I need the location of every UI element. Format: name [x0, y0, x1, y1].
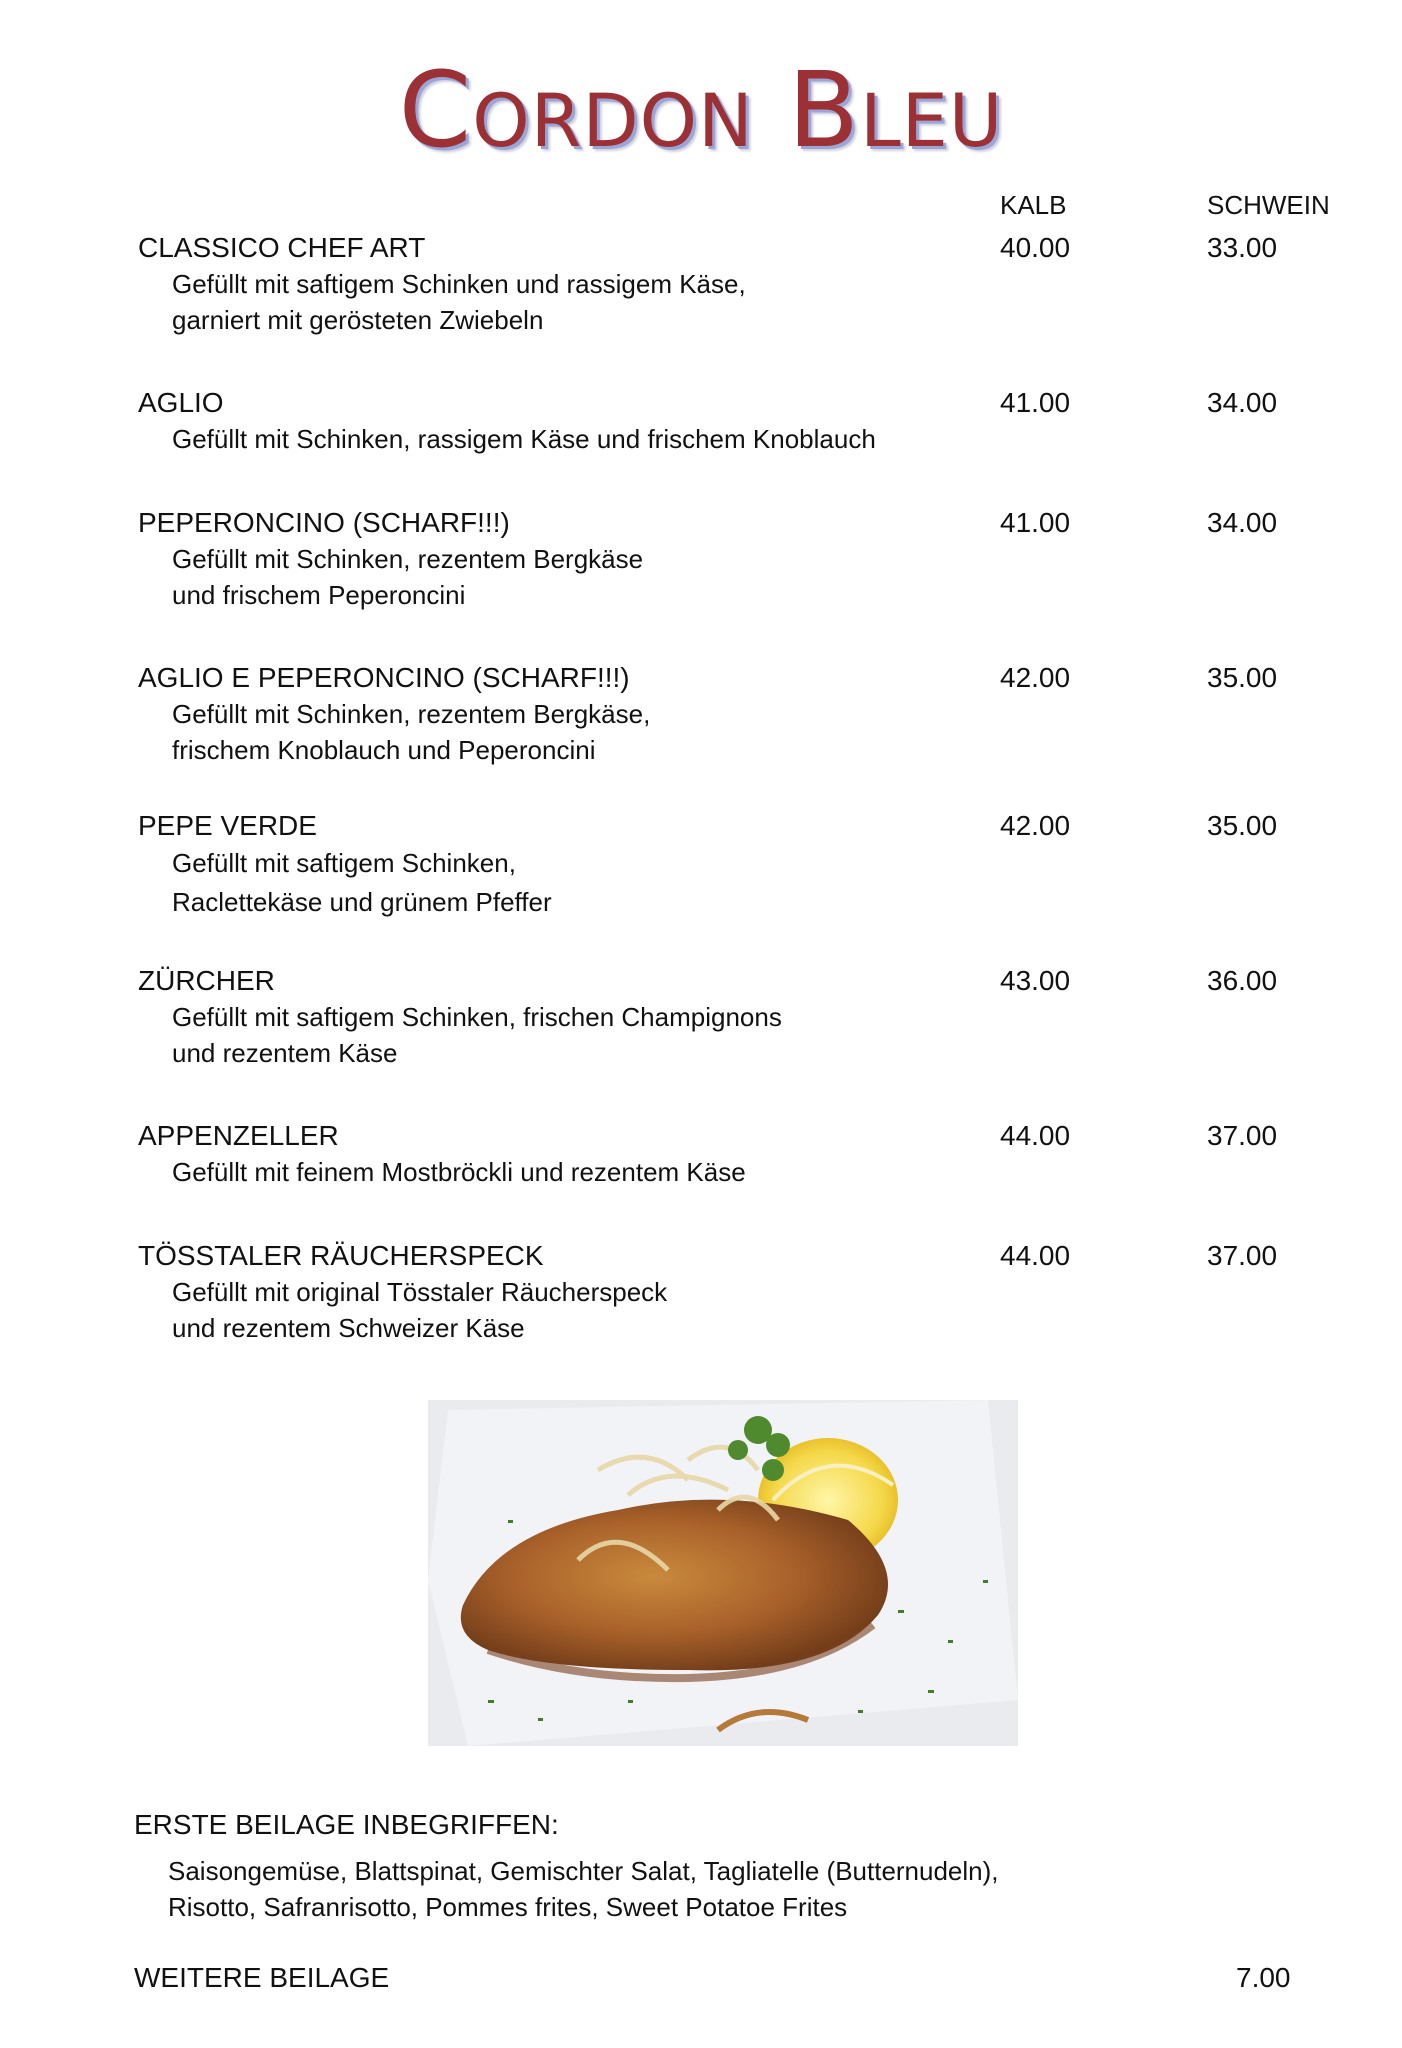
column-header-kalb: KALB: [1000, 190, 1067, 220]
price-kalb: 40.00: [1000, 232, 1071, 263]
extra-side-label: WEITERE BEILAGE: [134, 1962, 390, 1993]
column-header-schwein: SCHWEIN: [1207, 190, 1330, 220]
price-kalb: 41.00: [1000, 507, 1071, 538]
item-name: AGLIO E PEPERONCINO (SCHARF!!!): [138, 662, 630, 693]
price-schwein: 37.00: [1207, 1120, 1278, 1151]
item-name: CLASSICO CHEF ART: [138, 232, 426, 263]
menu-item-zuercher: [138, 963, 1338, 1071]
price-schwein: 34.00: [1207, 507, 1278, 538]
item-description: Gefüllt mit saftigem Schinken, frischen Champignons und rezentem Käse: [172, 1002, 782, 1068]
price-kalb: 42.00: [1000, 810, 1071, 841]
price-kalb: 42.00: [1000, 662, 1071, 693]
menu-title: Cordon Bleu: [398, 49, 1004, 171]
item-description: Gefüllt mit original Tösstaler Räucherspeck und rezentem Schweizer Käse: [172, 1277, 668, 1343]
price-schwein: 37.00: [1207, 1240, 1278, 1271]
item-name: APPENZELLER: [138, 1120, 339, 1151]
menu-item-pepe-verde: [138, 808, 1338, 922]
item-description: Gefüllt mit saftigem Schinken, Raclettekäse und grünem Pfeffer: [172, 848, 552, 917]
sides-title: ERSTE BEILAGE INBEGRIFFEN:: [134, 1809, 559, 1840]
item-description: Gefüllt mit Schinken, rassigem Käse und frischem Knoblauch: [172, 424, 876, 454]
sides-list: Saisongemüse, Blattspinat, Gemischter Salat, Tagliatelle (Butternudeln), Risotto, Safranrisotto, Pommes frites, Sweet Potatoe Frites: [168, 1856, 999, 1922]
item-name: PEPERONCINO (SCHARF!!!): [138, 507, 510, 538]
menu-item-aglio-e-peperoncino: [138, 660, 1338, 768]
price-schwein: 36.00: [1207, 965, 1278, 996]
cordon-bleu-photo: [428, 1400, 1018, 1746]
item-description: Gefüllt mit Schinken, rezentem Bergkäse und frischem Peperoncini: [172, 544, 644, 610]
menu-item-aglio: [138, 385, 1338, 457]
price-schwein: 35.00: [1207, 810, 1278, 841]
item-name: ZÜRCHER: [138, 965, 275, 996]
item-description: Gefüllt mit saftigem Schinken und rassigem Käse, garniert mit gerösteten Zwiebeln: [172, 269, 746, 335]
item-description: Gefüllt mit Schinken, rezentem Bergkäse, frischem Knoblauch und Peperoncini: [172, 699, 651, 765]
price-kalb: 41.00: [1000, 387, 1071, 418]
menu-item-toesstaler: [138, 1238, 1338, 1346]
price-kalb: 44.00: [1000, 1240, 1071, 1271]
item-description: Gefüllt mit feinem Mostbröckli und rezentem Käse: [172, 1157, 746, 1187]
price-schwein: 34.00: [1207, 387, 1278, 418]
item-name: TÖSSTALER RÄUCHERSPECK: [138, 1240, 544, 1271]
price-schwein: 35.00: [1207, 662, 1278, 693]
extra-side-price: 7.00: [1236, 1962, 1291, 1993]
item-name: AGLIO: [138, 387, 224, 418]
price-schwein: 33.00: [1207, 232, 1278, 263]
price-kalb: 44.00: [1000, 1120, 1071, 1151]
menu-item-peperoncino: [138, 505, 1338, 613]
item-name: PEPE VERDE: [138, 810, 317, 841]
menu-item-classico: [138, 230, 1338, 338]
price-kalb: 43.00: [1000, 965, 1071, 996]
menu-item-appenzeller: [138, 1118, 1338, 1190]
